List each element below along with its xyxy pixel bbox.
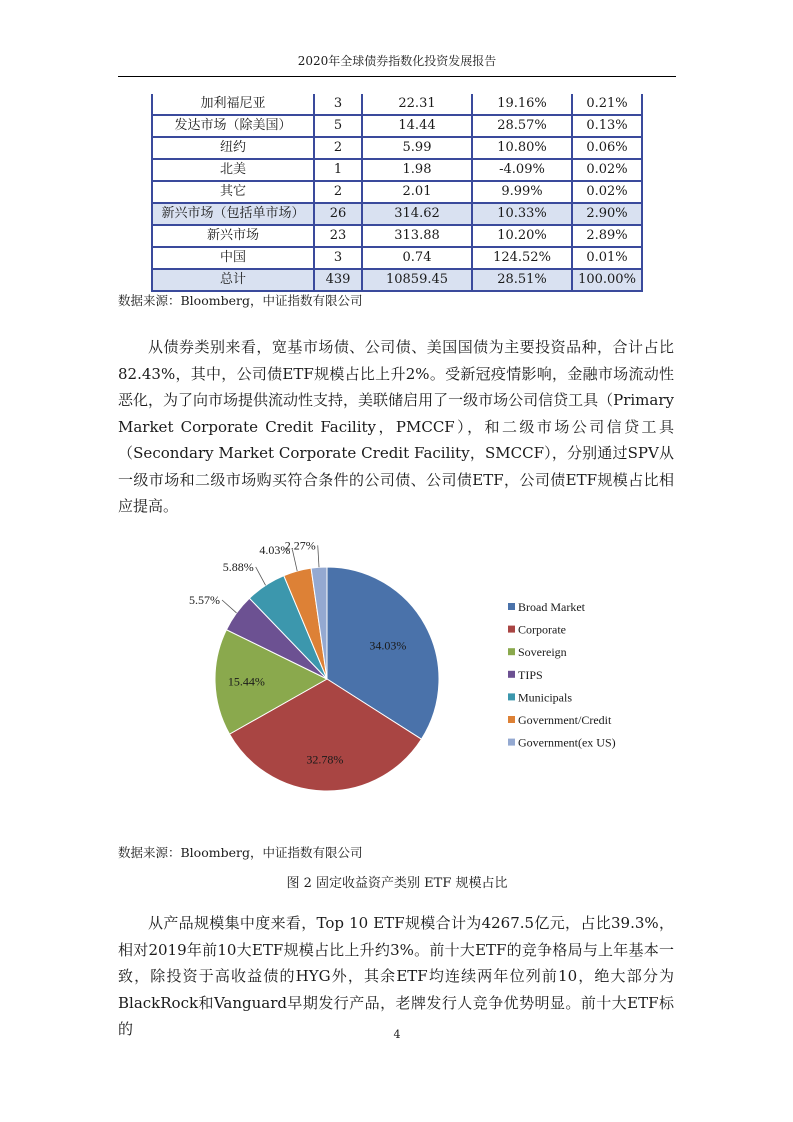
legend-swatch xyxy=(508,671,515,678)
figure-source: 数据来源：Bloomberg，中证指数有限公司 xyxy=(118,845,363,860)
cell-size: 314.62 xyxy=(362,203,472,225)
legend-label: Sovereign xyxy=(518,645,567,660)
legend-label: Municipals xyxy=(518,690,572,705)
paragraph-bond-types xyxy=(118,334,674,520)
paragraph-concentration xyxy=(118,910,674,1043)
pie-leader-line xyxy=(292,550,297,571)
table-row xyxy=(152,225,642,247)
cell-size: 2.01 xyxy=(362,181,472,203)
legend-swatch xyxy=(508,739,515,746)
cell-growth: 19.16% xyxy=(472,94,572,115)
cell-region: 发达市场（除美国） xyxy=(152,115,314,137)
legend-swatch xyxy=(508,693,515,700)
pie-leader-line xyxy=(318,545,319,567)
cell-size: 313.88 xyxy=(362,225,472,247)
table-row xyxy=(152,137,642,159)
legend-label: Broad Market xyxy=(518,600,585,614)
legend-swatch xyxy=(508,603,515,610)
region-table xyxy=(151,94,643,292)
table-row xyxy=(152,94,642,115)
legend-label: Corporate xyxy=(518,622,566,637)
table-row xyxy=(152,159,642,181)
cell-growth: -4.09% xyxy=(472,159,572,181)
cell-size: 5.99 xyxy=(362,137,472,159)
table-row xyxy=(152,181,642,203)
cell-count: 3 xyxy=(314,94,362,115)
pie-data-label: 34.03% xyxy=(369,638,407,653)
cell-count: 439 xyxy=(314,269,362,291)
cell-region: 北美 xyxy=(152,159,314,181)
cell-share: 100.00% xyxy=(572,269,642,291)
cell-region: 新兴市场 xyxy=(152,225,314,247)
cell-count: 3 xyxy=(314,247,362,269)
page-number: 4 xyxy=(393,1028,401,1041)
cell-region: 加利福尼亚 xyxy=(152,94,314,115)
paragraph-text: 从债券类别来看，宽基市场债、公司债、美国国债为主要投资品种，合计占比82.43%，其中，公司债ETF规模占比上升2%。受新冠疫情影响，金融市场流动性恶化，为了向市场提供流动性支持，美联储启用了一级市场公司信贷工具（Primary Market Corporate Credit Facility，PMCCF），和二级市场公司信贷工具（Secondary Market Corporate Credit Facility，SMCCF），分别通过SPV从一级市场和二级市场购买符合条件的公司债、公司债ETF，公司债ETF规模占比相应提高。 xyxy=(118,338,674,515)
cell-count: 2 xyxy=(314,137,362,159)
pie-leader-line xyxy=(256,567,266,585)
cell-growth: 28.57% xyxy=(472,115,572,137)
cell-share: 2.90% xyxy=(572,203,642,225)
pie-data-label: 15.44% xyxy=(227,674,265,689)
header-title: 2020年全球债券指数化投资发展报告 xyxy=(297,54,497,68)
pie-data-label: 32.78% xyxy=(306,752,344,767)
pie-data-label: 5.88% xyxy=(222,559,254,574)
cell-region: 纽约 xyxy=(152,137,314,159)
cell-growth: 10.20% xyxy=(472,225,572,247)
legend-swatch xyxy=(508,716,515,723)
cell-share: 0.02% xyxy=(572,159,642,181)
cell-share: 0.13% xyxy=(572,115,642,137)
cell-share: 0.21% xyxy=(572,94,642,115)
table-row xyxy=(152,203,642,225)
cell-share: 0.02% xyxy=(572,181,642,203)
cell-size: 1.98 xyxy=(362,159,472,181)
cell-growth: 124.52% xyxy=(472,247,572,269)
cell-size: 22.31 xyxy=(362,94,472,115)
pie-data-label: 2.27% xyxy=(284,538,316,553)
cell-count: 5 xyxy=(314,115,362,137)
cell-share: 0.01% xyxy=(572,247,642,269)
cell-size: 0.74 xyxy=(362,247,472,269)
cell-size: 14.44 xyxy=(362,115,472,137)
cell-region: 其它 xyxy=(152,181,314,203)
cell-region: 总计 xyxy=(152,269,314,291)
asset-class-pie-chart xyxy=(118,520,678,820)
paragraph-text: 从产品规模集中度来看，Top 10 ETF规模合计为4267.5亿元，占比39.3%，相对2019年前10大ETF规模占比上升约3%。前十大ETF的竞争格局与上年基本一致，除投资于高收益债的HYG外，其余ETF均连续两年位列前10，绝大部分为BlackRock和Vanguard早期发行产品，老牌发行人竞争优势明显。前十大ETF标的 xyxy=(118,914,674,1038)
cell-growth: 10.33% xyxy=(472,203,572,225)
table-row xyxy=(152,269,642,291)
cell-growth: 10.80% xyxy=(472,137,572,159)
cell-share: 0.06% xyxy=(572,137,642,159)
cell-count: 1 xyxy=(314,159,362,181)
cell-region: 中国 xyxy=(152,247,314,269)
legend-label: Government(ex US) xyxy=(518,735,616,750)
pie-leader-line xyxy=(222,600,237,613)
table-source: 数据来源：Bloomberg，中证指数有限公司 xyxy=(118,293,363,308)
cell-share: 2.89% xyxy=(572,225,642,247)
cell-growth: 9.99% xyxy=(472,181,572,203)
legend-swatch xyxy=(508,626,515,633)
cell-size: 10859.45 xyxy=(362,269,472,291)
cell-growth: 28.51% xyxy=(472,269,572,291)
table-row xyxy=(152,247,642,269)
pie-data-label: 5.57% xyxy=(188,592,220,607)
page-header xyxy=(118,52,676,77)
cell-count: 26 xyxy=(314,203,362,225)
legend-swatch xyxy=(508,648,515,655)
legend-label: TIPS xyxy=(518,667,543,682)
figure-caption: 图 2 固定收益资产类别 ETF 规模占比 xyxy=(286,876,508,891)
cell-count: 23 xyxy=(314,225,362,247)
cell-region: 新兴市场（包括单市场） xyxy=(152,203,314,225)
cell-count: 2 xyxy=(314,181,362,203)
pie-data-label: 4.03% xyxy=(259,542,291,557)
table-row xyxy=(152,115,642,137)
legend-label: Government/Credit xyxy=(518,713,612,727)
